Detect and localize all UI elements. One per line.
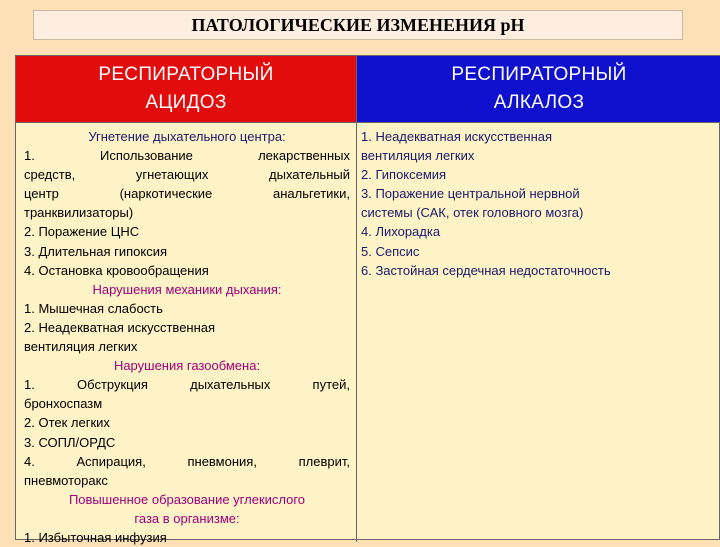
list-item: 1. Обструкция дыхательных путей, [24,377,350,393]
list-item: 1. Использование лекарственных [24,148,350,164]
list-item: бронхоспазм [24,396,103,412]
list-item: 6. Застойная сердечная недостаточность [361,262,611,278]
list-item: средств, угнетающих дыхательный [24,167,350,183]
list-item: 3. Длительная гипоксия [24,243,168,259]
list-item: 2. Гипоксемия [361,167,447,183]
list-item: 5. Сепсис [361,243,420,259]
list-item: 1. Неадекватная искусственная [361,129,553,144]
list-item: транквилизаторы) [24,205,134,221]
header-divider [16,122,720,123]
list-item: 4. Остановка кровообращения [24,262,209,278]
list-item: 4. Лихорадка [361,224,441,240]
header-respiratory-acidosis: РЕСПИРАТОРНЫЙ АЦИДОЗ [16,56,356,122]
header-respiratory-alkalosis: РЕСПИРАТОРНЫЙ АЛКАЛОЗ [356,56,720,122]
list-item: пневмоторакс [24,472,108,488]
list-item: вентиляция легких [24,339,138,355]
list-item: 4. Аспирация, пневмония, плеврит, [24,453,350,469]
acidosis-causes [24,127,350,547]
list-item: 3. СОПЛ/ОРДС [24,434,116,450]
list-item: 1. Мышечная слабость [24,300,163,316]
list-item: вентиляция легких [361,148,475,164]
column-divider [356,122,357,542]
list-item: 2. Неадекватная искусственная [24,319,216,335]
section-heading: газа в организме: [134,510,240,526]
comparison-table [15,55,720,545]
list-item: 2. Отек легких [24,415,110,431]
alkalosis-causes [361,127,716,280]
list-item: системы (САК, отек головного мозга) [361,205,584,221]
list-item: центр (наркотические анальгетики, [24,186,350,202]
page-title: ПАТОЛОГИЧЕСКИЕ ИЗМЕНЕНИЯ рН [33,10,683,40]
list-item: 2. Поражение ЦНС [24,224,140,240]
section-heading: Повышенное образование углекислого [68,491,306,507]
list-item: 3. Поражение центральной нервной [361,186,580,202]
section-heading: Нарушения газообмена: [113,358,261,374]
section-heading: Угнетение дыхательного центра: [88,129,286,144]
section-heading: Нарушения механики дыхания: [92,281,282,297]
list-item: 1. Избыточная инфузия [24,529,167,545]
